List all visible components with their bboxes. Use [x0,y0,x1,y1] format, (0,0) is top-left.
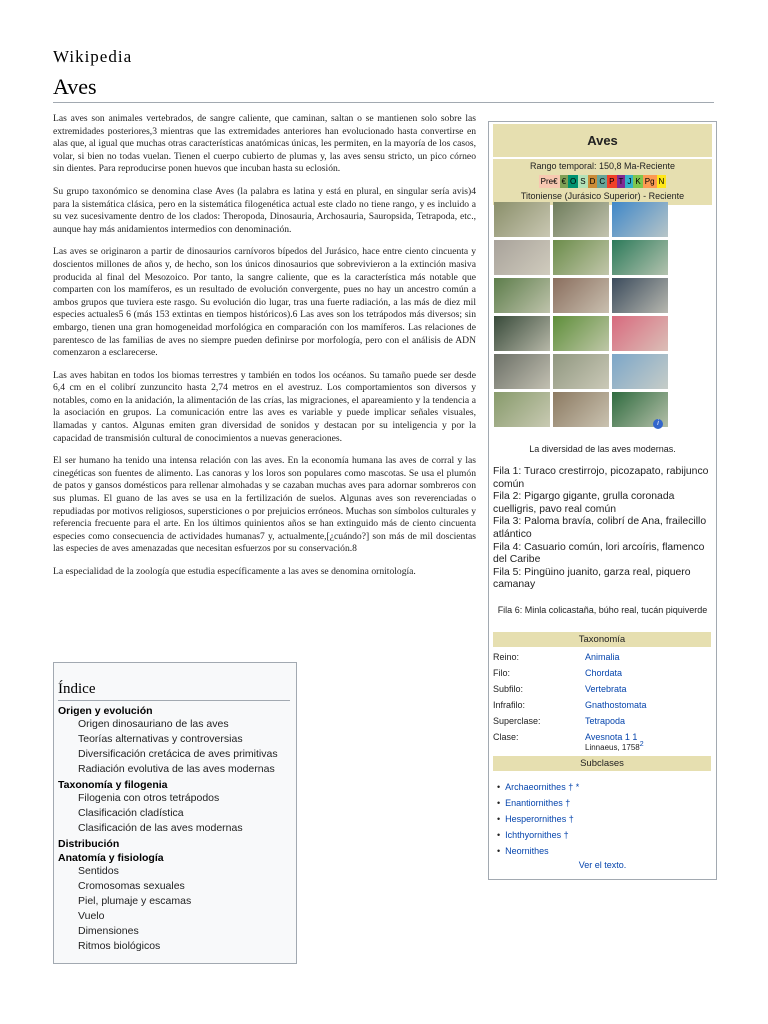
authority-ref[interactable]: 2 [639,741,644,748]
toc-item[interactable]: Taxonomía y filogenia [58,779,168,791]
toc-list [58,705,296,954]
intro-paragraph-6: La especialidad de la zoología que estudia específicamente a las aves se denomina ornitología. [53,566,416,577]
taxonomy-row [493,697,711,713]
bird-photo[interactable] [612,240,668,275]
bird-photo-collage[interactable] [494,202,666,427]
info-icon[interactable]: i [653,419,663,429]
collage-row-6: Fila 6: Minla colicastaña, búho real, tucán piquiverde [497,605,708,615]
geologic-timescale [493,175,712,188]
collage-row-descriptions [493,466,711,592]
taxonomy-row [493,713,711,729]
subclass-item[interactable]: • Enantiornithes † [497,798,579,808]
toc-item[interactable]: Cromosomas sexuales [78,880,185,892]
toc-item[interactable]: Radiación evolutiva de las aves modernas [78,763,275,775]
bird-photo[interactable] [494,316,550,351]
toc-item[interactable]: Origen y evolución [58,705,153,717]
bird-photo[interactable] [494,240,550,275]
article-body [53,113,476,589]
taxonomy-table [493,649,711,745]
temporal-range-period: Titoniense (Jurásico Superior) - Reciente [520,191,685,201]
wikipedia-logo[interactable]: Wikipedia [53,47,133,66]
geo-period[interactable]: S [580,177,586,186]
bird-photo[interactable] [553,278,609,313]
taxonomy-row [493,649,711,665]
subclass-item[interactable]: • Ichthyornithes † [497,830,579,840]
taxonomy-row [493,681,711,697]
geo-period[interactable]: P [609,177,615,186]
collage-row: Fila 2: Pigargo gigante, grulla coronada cuelligris, pavo real común [493,491,675,515]
bird-photo[interactable] [553,392,609,427]
toc-item[interactable]: Filogenia con otros tetrápodos [78,792,220,804]
bird-photo[interactable] [553,240,609,275]
authority-name[interactable]: Linnaeus, 1758 [585,743,640,752]
bird-photo[interactable] [553,202,609,237]
taxonomy-value[interactable]: Animalia [585,652,620,662]
toc-title: Índice [58,681,290,701]
geo-period[interactable]: Pre€ [540,177,558,186]
taxonomy-header: Taxonomía [493,632,711,647]
subclass-item[interactable]: • Archaeornithes † * [497,782,579,792]
geo-period[interactable]: K [635,177,641,186]
taxonomy-rank: Clase: [493,732,519,742]
intro-paragraph-4: Las aves habitan en todos los biomas terrestres y también en todos los océanos. Su tamaño puede ser desde 6,4 cm en el colibrí zunzuncito hasta 2,74 metros en el avestruz. Los comportamientos son diversos y notables, como en la anidación, la alimentación de las crías, las migraciones, el apareamiento y la tendencia a la asociación en grupos. La comunicación entre las aves es variable y puede implicar señales visuales, llamadas y cantos. Algunas emiten gran diversidad de sonidos y destacan por su inteligencia y por la capacidad de transmisión cultural de conocimientos a nuevas generaciones. [53,369,476,444]
geo-period[interactable]: D [589,177,596,186]
subclass-item[interactable]: • Hesperornithes † [497,814,579,824]
collage-row: Fila 3: Paloma bravía, colibrí de Ana, frailecillo atlántico [493,516,707,540]
taxonomy-rank: Subfilo: [493,684,524,694]
toc-item[interactable]: Dimensiones [78,925,139,937]
taxonomy-rank: Infrafilo: [493,700,526,710]
toc-item[interactable]: Ritmos biológicos [78,940,161,952]
taxonomy-rank: Reino: [493,652,520,662]
geo-period[interactable]: € [561,177,567,186]
toc-item[interactable]: Vuelo [78,910,105,922]
taxonomy-value[interactable]: Tetrapoda [585,716,626,726]
temporal-range [493,159,712,205]
bird-photo[interactable] [612,202,668,237]
collage-row: Fila 5: Pingüino juanito, garza real, piquero camanay [493,566,691,591]
subclass-item[interactable]: • Neornithes [497,846,579,856]
bird-photo[interactable] [612,316,668,351]
temporal-range-text: Rango temporal: 150,8 Ma-Reciente [529,161,676,171]
table-of-contents [53,662,297,964]
toc-item[interactable]: Clasificación cladística [78,807,184,819]
bird-photo[interactable] [553,316,609,351]
geo-period[interactable]: O [570,177,577,186]
taxonomy-value[interactable]: Chordata [585,668,623,678]
intro-paragraph-5: El ser humano ha tenido una intensa relación con las aves. En la economía humana las aves de corral y las cinegéticas son fuentes de alimento. Las canoras y los loros son populares como mascotas. Se usa el plumón de patos y gansos domésticos para rellenar almohadas y se cazaban muchas aves para adornar sombreros con sus plumas. El guano de las aves se usa en la fertilización de suelos. Algunas aves son reverenciadas o repudiadas por motivos religiosos, supersticiones o por prejuicios erróneos. Muchas son símbolos culturales y referencia frecuente para el arte. En los últimos quinientos años se han extinguido más de ciento cincuenta especies como consecuencia de actividades humanas7 y, actualmente,[¿cuándo?] son más de mil doscientas las especies de aves amenazadas que necesitan esfuerzos por su conservación.8 [53,455,476,555]
taxonomy-row [493,665,711,681]
toc-item[interactable]: Diversificación cretácica de aves primitivas [78,748,278,760]
bird-photo[interactable] [612,278,668,313]
bird-photo[interactable] [494,202,550,237]
toc-item[interactable]: Anatomía y fisiología [58,852,164,864]
toc-item[interactable]: Clasificación de las aves modernas [78,822,243,834]
bird-photo[interactable] [494,278,550,313]
geo-period[interactable]: Pg [644,177,655,186]
toc-item[interactable]: Sentidos [78,865,119,877]
infobox-title: Aves [493,124,712,157]
taxonomy-authority [585,741,644,752]
title-divider [53,102,714,103]
geo-period[interactable]: C [599,177,606,186]
subclasses-header: Subclases [493,756,711,771]
intro-paragraph-2: Su grupo taxonómico se denomina clase Aves (la palabra es latina y está en plural, en singular sería avis)4 para la sistemática clásica, pero en la sistemática filogenética actual este clado no tiene rango, y es incluido a su vez sucesivamente dentro de los clados: Theropoda, Dinosauria, Archosauria, Sauropsida, Tetrapoda, etc., aunque hay más anidamientos intermedios con denominación. [53,185,476,235]
taxonomy-value[interactable]: Gnathostomata [585,700,647,710]
toc-item[interactable]: Piel, plumaje y escamas [78,895,192,907]
intro-paragraph-1: Las aves son animales vertebrados, de sangre caliente, que caminan, saltan o se mantienen solo sobre las extremidades posteriores,3 mientras que las extremidades anteriores han evolucionado hasta convertirse en alas que, al igual que muchas otras características anatómicas únicas, les permiten, en la mayoría de los casos, volar, si bien no todas vuelan. Tienen el cuerpo cubierto de plumas y, las aves sensu stricto, un pico córneo sin dientes. Para reproducirse ponen huevos que incuban hasta su eclosión. [53,113,476,175]
page-title: Aves [53,74,97,99]
geo-period[interactable]: N [658,177,665,186]
taxonomy-rank: Superclase: [493,716,541,726]
bird-photo[interactable] [612,354,668,389]
see-text-link[interactable]: Ver el texto. [578,860,627,870]
collage-row: Fila 4: Casuario común, lori arcoíris, flamenco del Caribe [493,541,705,566]
taxonomy-value[interactable]: Vertebrata [585,684,627,694]
intro-paragraph-3: Las aves se originaron a partir de dinosaurios carnívoros bípedos del Jurásico, hace entre ciento cincuenta y doscientos millones de años y, de hecho, son los únicos dinosaurios que sobrevivieron a la extinción masiva producida al final del Mesozoico. Por tanto, la sangre caliente, que es la característica más notable que comparten con los mamíferos, es un resultado de evolución convergente, pues no hay un ancestro común a ambos grupos que tuviera este rasgo. Su evolución dio lugar, tras una fuerte radiación, a las más de diez mil especies actuales5 6 (más 153 extintas en tiempos históricos).6 Las aves son los tetrápodos más diversos; sin embargo, tienen una gran homogeneidad morfológica en comparación con los mamíferos. Las relaciones de parentesco de las familias de aves no siempre pueden definirse por morfología, pero con el análisis de ADN comenzaron a esclarecerse. [53,246,476,359]
toc-item[interactable]: Distribución [58,838,120,850]
subclasses-list [497,782,579,862]
geo-period[interactable]: T [618,177,624,186]
collage-caption: La diversidad de las aves modernas. [529,444,676,454]
bird-photo[interactable] [553,354,609,389]
collage-row: Fila 1: Turaco crestirrojo, picozapato, rabijunco común [493,466,709,490]
bird-photo[interactable] [494,354,550,389]
toc-item[interactable]: Origen dinosauriano de las aves [78,718,229,730]
bird-photo[interactable] [494,392,550,427]
geo-period[interactable]: J [627,177,632,186]
toc-item[interactable]: Teorías alternativas y controversias [78,733,243,745]
taxonomy-value[interactable]: Avesnota 1 1 [585,732,638,742]
taxonomy-rank: Filo: [493,668,511,678]
infobox [488,121,717,880]
